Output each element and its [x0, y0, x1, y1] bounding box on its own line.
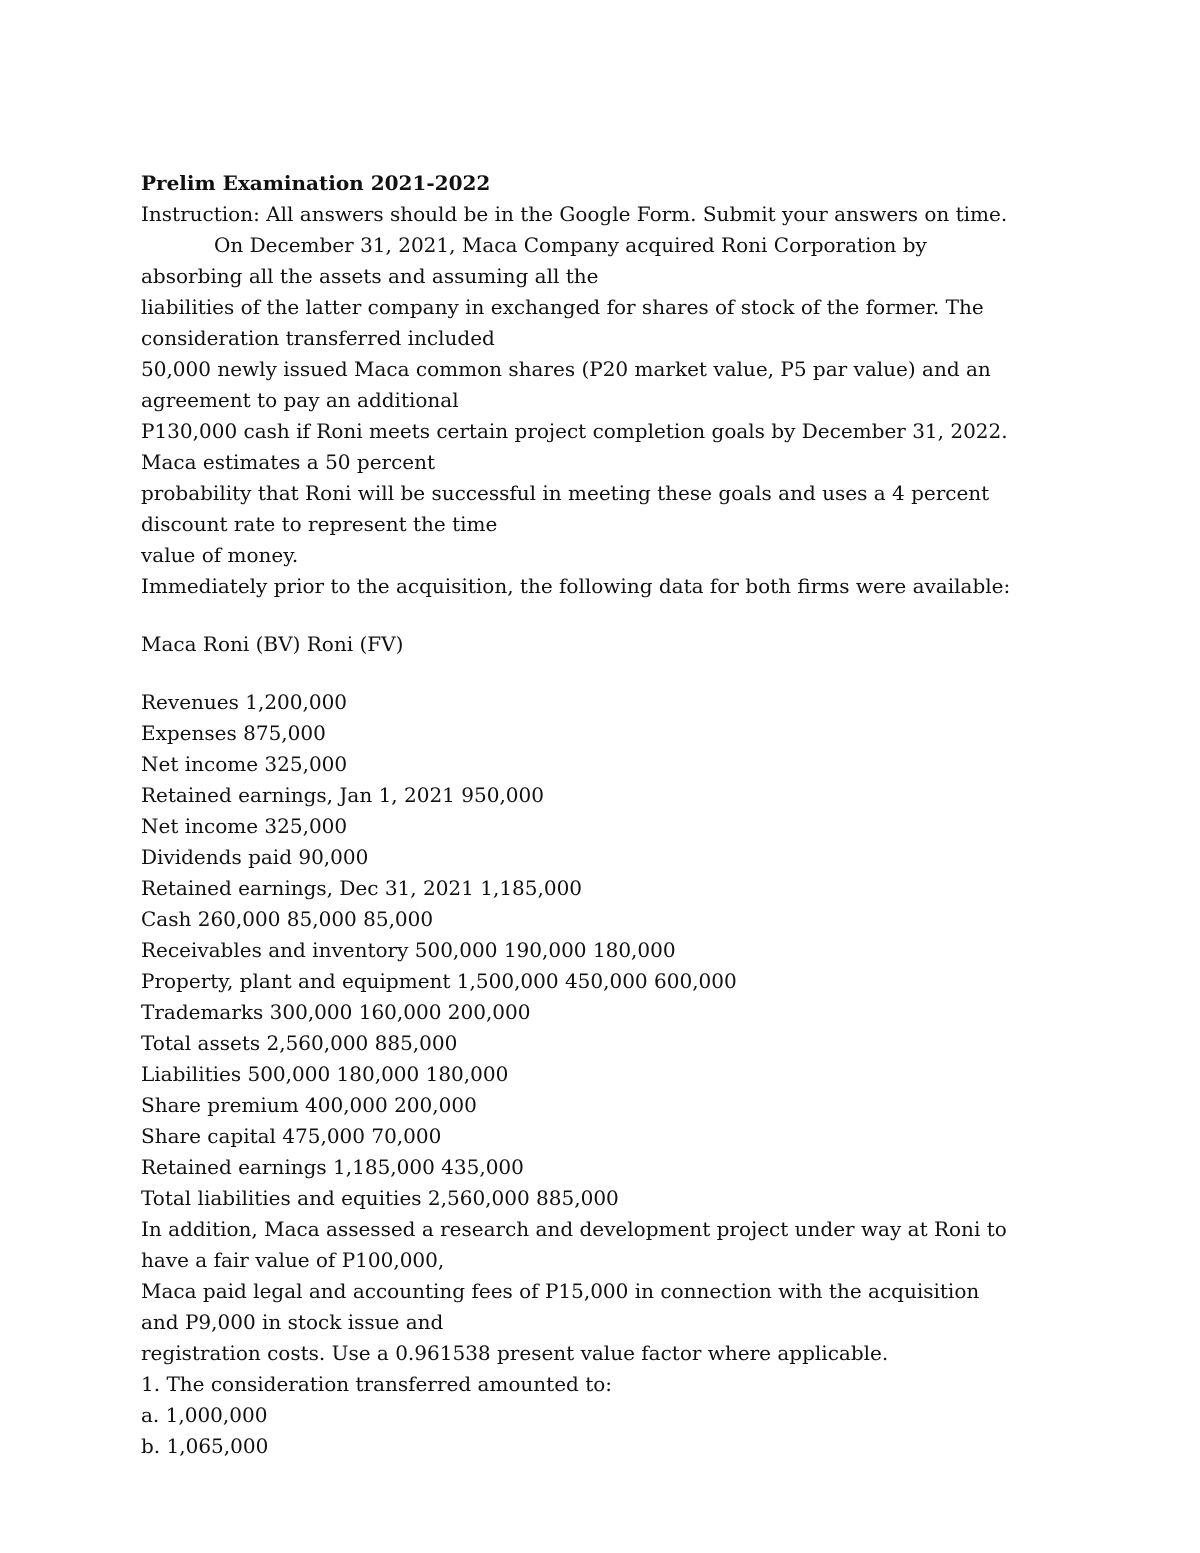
problem-line: consideration transferred included	[141, 326, 495, 350]
problem-line: On December 31, 2021, Maca Company acquired Roni Corporation by	[214, 233, 927, 257]
additional-info-line: and P9,000 in stock issue and	[141, 1310, 444, 1334]
exam-document	[141, 168, 1101, 1462]
table-row: Liabilities 500,000 180,000 180,000	[141, 1062, 509, 1086]
table-row: Net income 325,000	[141, 752, 348, 776]
table-row: Retained earnings, Jan 1, 2021 950,000	[141, 783, 544, 807]
problem-line: Maca estimates a 50 percent	[141, 450, 436, 474]
problem-statement	[141, 230, 1101, 602]
additional-info-line: In addition, Maca assessed a research and development project under way at Roni to	[141, 1217, 1007, 1241]
problem-line: P130,000 cash if Roni meets certain project completion goals by December 31, 2022.	[141, 419, 1008, 443]
table-row: Retained earnings, Dec 31, 2021 1,185,000	[141, 876, 583, 900]
exam-title: Prelim Examination 2021-2022	[141, 171, 491, 195]
answer-option: b. 1,065,000	[141, 1434, 269, 1458]
problem-line: Immediately prior to the acquisition, the following data for both firms were available:	[141, 574, 1011, 598]
table-row: Property, plant and equipment 1,500,000 450,000 600,000	[141, 969, 737, 993]
spacer	[141, 602, 1101, 629]
table-row: Trademarks 300,000 160,000 200,000	[141, 1000, 531, 1024]
table-row: Total liabilities and equities 2,560,000 885,000	[141, 1186, 619, 1210]
financial-data-table	[141, 687, 1101, 1214]
problem-line: value of money.	[141, 543, 299, 567]
additional-info-line: have a fair value of P100,000,	[141, 1248, 445, 1272]
problem-line: agreement to pay an additional	[141, 388, 459, 412]
table-row: Expenses 875,000	[141, 721, 326, 745]
table-row: Receivables and inventory 500,000 190,000 180,000	[141, 938, 676, 962]
problem-line: discount rate to represent the time	[141, 512, 498, 536]
additional-info-line: registration costs. Use a 0.961538 present value factor where applicable.	[141, 1341, 889, 1365]
problem-line: 50,000 newly issued Maca common shares (P20 market value, P5 par value) and an	[141, 357, 991, 381]
table-row: Retained earnings 1,185,000 435,000	[141, 1155, 524, 1179]
additional-info	[141, 1214, 1101, 1369]
table-row: Total assets 2,560,000 885,000	[141, 1031, 458, 1055]
exam-instruction: Instruction: All answers should be in the Google Form. Submit your answers on time.	[141, 202, 1008, 226]
question-text: 1. The consideration transferred amounted to:	[141, 1372, 613, 1396]
table-row: Cash 260,000 85,000 85,000	[141, 907, 434, 931]
additional-info-line: Maca paid legal and accounting fees of P15,000 in connection with the acquisition	[141, 1279, 980, 1303]
table-row: Share premium 400,000 200,000	[141, 1093, 477, 1117]
problem-line: liabilities of the latter company in exchanged for shares of stock of the former. The	[141, 295, 984, 319]
table-row: Share capital 475,000 70,000	[141, 1124, 442, 1148]
question-1	[141, 1369, 1101, 1462]
table-header: Maca Roni (BV) Roni (FV)	[141, 632, 404, 656]
table-row: Dividends paid 90,000	[141, 845, 369, 869]
spacer	[141, 660, 1101, 687]
problem-line: probability that Roni will be successful in meeting these goals and uses a 4 percent	[141, 481, 990, 505]
problem-line: absorbing all the assets and assuming all the	[141, 264, 599, 288]
table-row: Revenues 1,200,000	[141, 690, 348, 714]
table-row: Net income 325,000	[141, 814, 348, 838]
answer-option: a. 1,000,000	[141, 1403, 268, 1427]
